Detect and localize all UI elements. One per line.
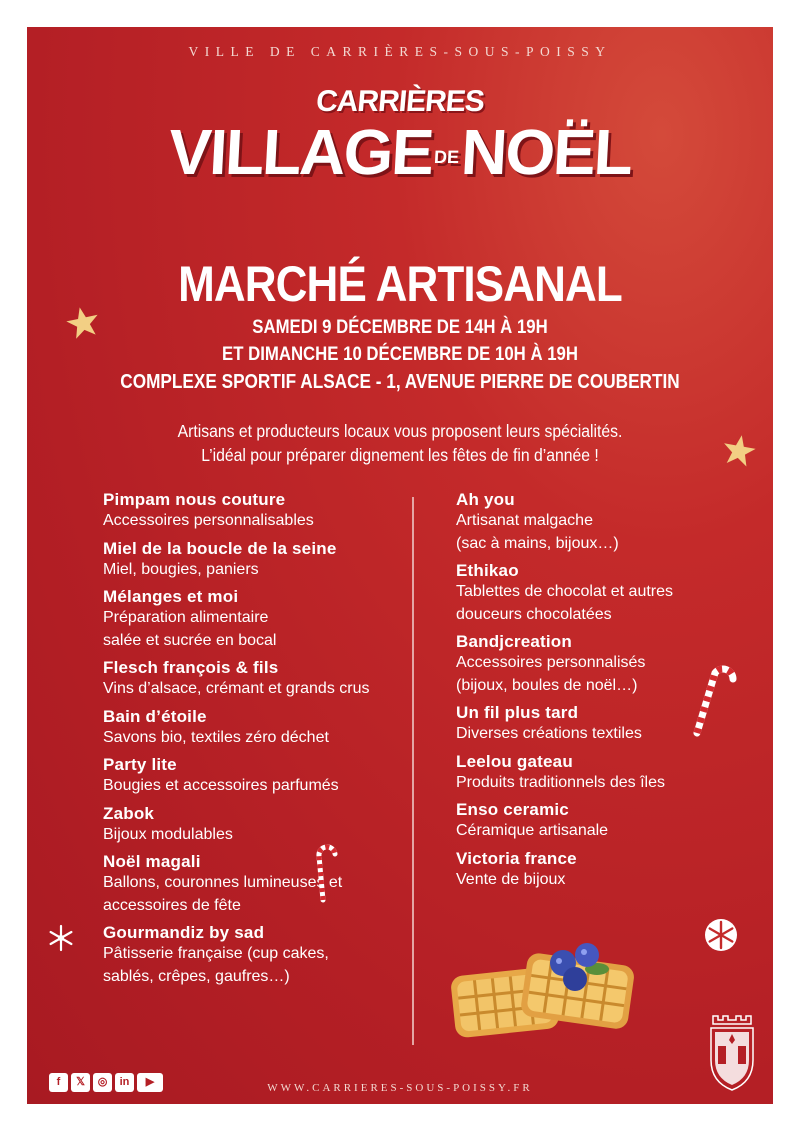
exhibitor-entry [456,751,756,795]
city-name: VILLE DE CARRIÈRES-SOUS-POISSY [188,44,612,59]
city-coat-of-arms-icon [707,1012,757,1092]
waffles-illustration [447,935,647,1041]
column-divider [412,497,414,1045]
event-place: COMPLEXE SPORTIF ALSACE - 1, AVENUE PIERRE DE COUBERTIN [120,371,680,393]
event-date-1: SAMEDI 9 DÉCEMBRE DE 14H À 19H [252,316,548,338]
exhibitor-entry [103,754,403,798]
exhibitor-desc: Céramique artisanale [456,822,609,839]
exhibitor-name: Un fil plus tard [456,703,579,722]
exhibitor-entry [103,538,403,582]
event-dates [79,314,721,368]
logo-village: VILLAGE [167,116,435,188]
exhibitor-name: Mélanges et moi [103,587,239,606]
exhibitor-desc: Ballons, couronnes lumineuses et accessoires de fête [103,874,343,914]
website-url[interactable]: WWW.CARRIERES-SOUS-POISSY.FR [267,1082,533,1094]
facebook-icon[interactable]: f [49,1073,68,1092]
exhibitor-desc: Accessoires personnalisables [103,512,314,529]
exhibitor-name: Ah you [456,490,515,509]
exhibitor-desc: Miel, bougies, paniers [103,560,259,578]
exhibitor-name: Leelou gateau [456,751,573,771]
star-icon [65,305,101,341]
exhibitor-name: Gourmandiz by sad [103,923,265,942]
exhibitor-entry [456,848,756,892]
linkedin-icon[interactable]: in [115,1073,134,1092]
event-intro [64,419,735,467]
intro-line-1: Artisans et producteurs locaux vous proposent leurs spécialités. [177,421,623,441]
exhibitor-desc: Pâtisserie française (cup cakes, sablés, crêpes, gaufres…) [103,945,329,985]
exhibitor-desc: Vins d’alsace, crémant et grands crus [103,680,370,697]
exhibitor-desc: Bougies et accessoires parfumés [103,777,339,794]
event-date-2: ET DIMANCHE 10 DÉCEMBRE DE 10H À 19H [222,343,578,365]
exhibitor-entry [456,799,756,843]
exhibitor-desc: Accessoires personnalisés (bijoux, boules de noël…) [456,654,646,694]
exhibitor-entry [103,489,403,533]
instagram-icon[interactable]: ◎ [93,1073,112,1092]
exhibitor-desc: Savons bio, textiles zéro déchet [103,728,329,746]
exhibitor-desc: Tablettes de chocolat et autres douceurs chocolatées [456,583,674,623]
exhibitor-name: Bandjcreation [456,632,572,651]
exhibitor-entry [103,706,403,750]
exhibitor-name: Pimpam nous couture [103,490,286,509]
event-title: MARCHÉ ARTISANAL [178,256,622,312]
exhibitor-entry [456,489,756,555]
exhibitor-entry [103,851,403,917]
exhibitor-desc: Diverses créations textiles [456,725,642,742]
exhibitor-name: Party lite [103,755,177,774]
exhibitor-entry [456,560,756,626]
exhibitor-name: Victoria france [456,848,577,868]
exhibitor-desc: Artisanat malgache (sac à mains, bijoux…) [456,512,619,552]
exhibitor-name: Zabok [103,803,155,823]
logo-de: DE [433,146,460,167]
candy-cane-icon [687,651,737,737]
intro-line-2: L’idéal pour préparer dignement les fêtes de fin d’année ! [201,445,599,465]
exhibitor-name: Bain d’étoile [103,706,207,726]
exhibitor-name: Flesch françois & fils [103,658,279,677]
exhibitor-desc: Vente de bijoux [456,870,566,888]
exhibitor-desc: Produits traditionnels des îles [456,773,665,791]
snowflake-icon [703,917,739,953]
logo-carrieres: CARRIÈRES [314,85,486,118]
star-icon [721,433,757,469]
exhibitor-entry [103,922,403,988]
exhibitor-desc: Préparation alimentaire salée et sucrée en bocal [103,609,277,649]
village-de-noel-logo [27,85,773,189]
snowflake-icon [47,924,75,952]
poster [27,27,773,1104]
exhibitor-name: Ethikao [456,561,519,580]
youtube-icon[interactable]: ▶ [137,1073,163,1092]
exhibitor-entry [103,657,403,701]
exhibitor-desc: Bijoux modulables [103,825,233,843]
candy-cane-icon [305,842,339,904]
logo-village-de-noel [27,115,773,189]
exhibitor-entry [103,803,403,847]
x-icon[interactable]: 𝕏 [71,1073,90,1092]
exhibitor-name: Miel de la boucle de la seine [103,538,337,558]
logo-noel: NOËL [459,116,633,188]
exhibitor-entry [103,586,403,652]
exhibitor-name: Noël magali [103,852,201,871]
exhibitor-name: Enso ceramic [456,800,569,819]
exhibitors-left-column [103,489,403,993]
